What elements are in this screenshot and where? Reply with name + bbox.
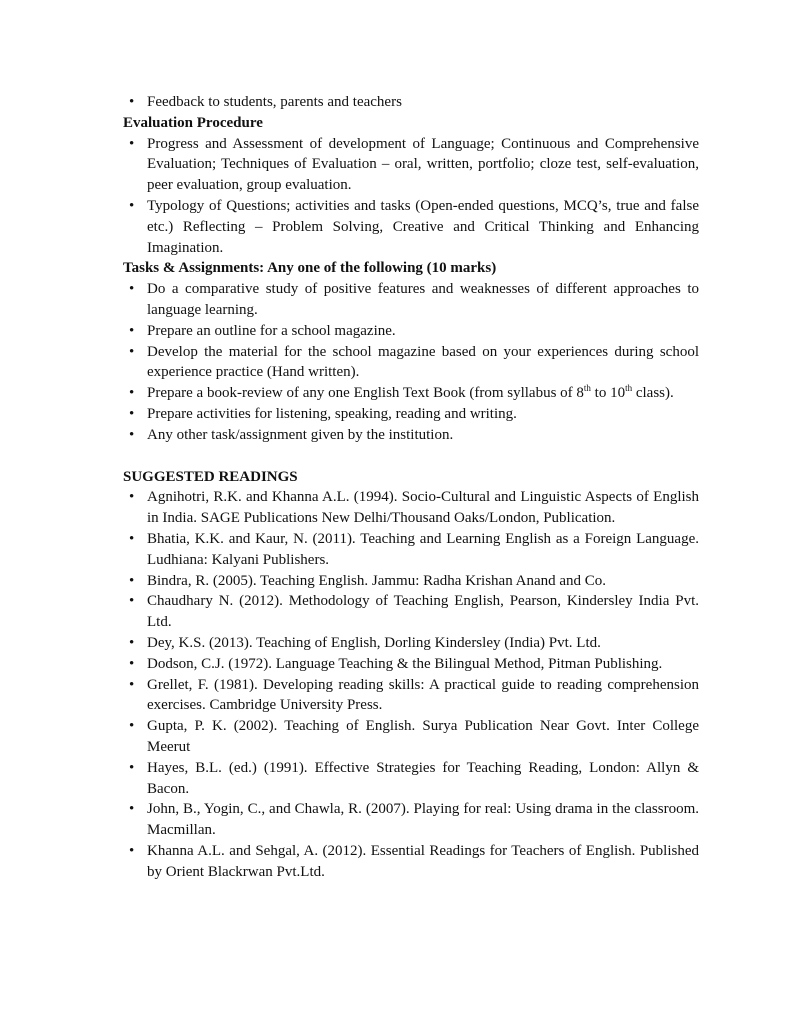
tasks-heading: Tasks & Assignments: Any one of the following (10 marks) [123,260,497,277]
reading-item: • John, B., Yogin, C., and Chawla, R. (2007). Playing for real: Using drama in the classroom. Macmillan. [123,799,699,841]
book-review-middle: to 10 [590,385,626,402]
reading-item: • Khanna A.L. and Sehgal, A. (2012). Essential Readings for Teachers of English. Published by Orient Blackrwan Pvt.Ltd. [123,841,699,883]
list-item: • Any other task/assignment given by the institution. [123,425,699,446]
list-item: • Typology of Questions; activities and tasks (Open-ended questions, MCQ’s, true and false etc.) Reflecting – Problem Solving, Creative and Critical Thinking and Enhancing Imagination. [123,196,699,258]
reading-item: • Dodson, C.J. (1972). Language Teaching & the Bilingual Method, Pitman Publishing. [123,654,699,675]
list-item: • Do a comparative study of positive features and weaknesses of different approaches to language learning. [123,279,699,321]
book-review-prefix: Prepare a book-review of any one English Text Book (from syllabus of 8 [147,385,584,402]
page-content [123,92,699,882]
readings-list [123,487,699,882]
superscript-th: th [583,383,591,394]
readings-heading: SUGGESTED READINGS [123,468,298,485]
evaluation-heading: Evaluation Procedure [123,114,263,131]
reading-item: • Agnihotri, R.K. and Khanna A.L. (1994). Socio-Cultural and Linguistic Aspects of English in India. SAGE Publications New Delhi/Thousand Oaks/London, Publication. [123,487,699,529]
superscript-th: th [625,383,633,394]
reading-item: • Hayes, B.L. (ed.) (1991). Effective Strategies for Teaching Reading, London: Allyn & Bacon. [123,758,699,800]
list-item: • Prepare an outline for a school magazine. [123,321,699,342]
reading-item: • Chaudhary N. (2012). Methodology of Teaching English, Pearson, Kindersley India Pvt. Ltd. [123,591,699,633]
list-item: • Progress and Assessment of development of Language; Continuous and Comprehensive Evaluation; Techniques of Evaluation – oral, written, portfolio; cloze test, self-evaluation, peer evaluation, group evaluation. [123,134,699,196]
list-item-book-review [123,383,699,404]
list-item: • Develop the material for the school magazine based on your experiences during school experience practice (Hand written). [123,342,699,384]
reading-item: • Gupta, P. K. (2002). Teaching of English. Surya Publication Near Govt. Inter College Meerut [123,716,699,758]
reading-item: • Bhatia, K.K. and Kaur, N. (2011). Teaching and Learning English as a Foreign Language. Ludhiana: Kalyani Publishers. [123,529,699,571]
reading-item: • Bindra, R. (2005). Teaching English. Jammu: Radha Krishan Anand and Co. [123,571,699,592]
section-spacer [123,446,699,467]
evaluation-list [123,134,699,259]
feedback-list [123,92,699,113]
tasks-list [123,279,699,445]
list-item: • Prepare activities for listening, speaking, reading and writing. [123,404,699,425]
reading-item: • Dey, K.S. (2013). Teaching of English, Dorling Kindersley (India) Pvt. Ltd. [123,633,699,654]
list-item: • Feedback to students, parents and teachers [123,92,699,113]
book-review-suffix: class). [632,385,674,402]
reading-item: • Grellet, F. (1981). Developing reading skills: A practical guide to reading comprehension exercises. Cambridge University Press. [123,675,699,717]
